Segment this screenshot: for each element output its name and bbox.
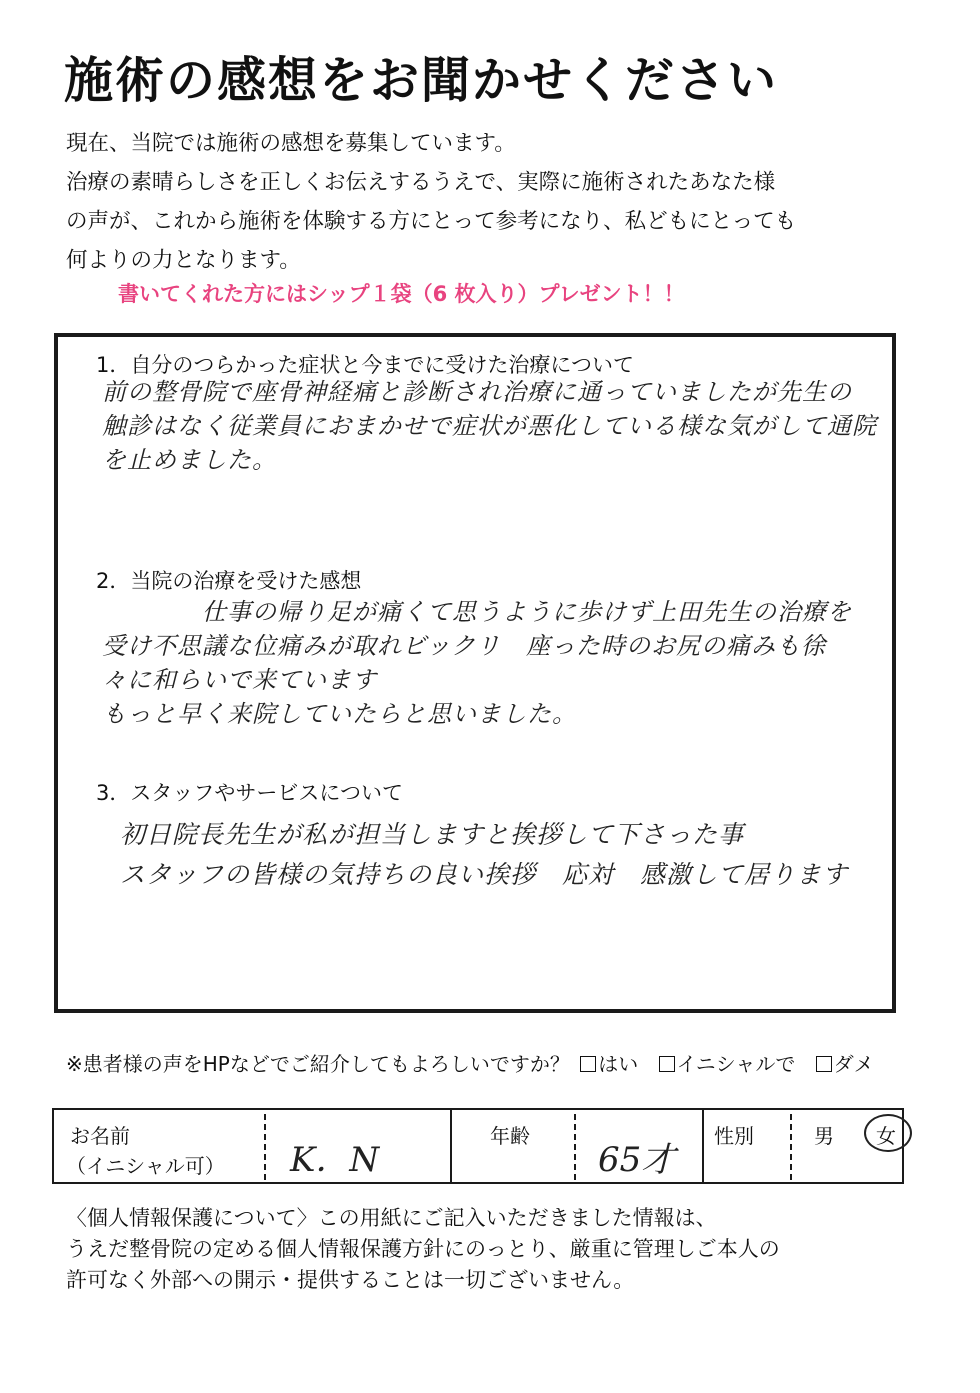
- answer-line: 仕事の帰り足が痛くて思うように歩けず上田先生の治療を: [202, 598, 852, 626]
- question-2-heading: 2．当院の治療を受けた感想: [96, 569, 362, 593]
- page-title: 施術の感想をお聞かせください: [64, 52, 779, 109]
- consent-text: ※患者様の声をHPなどでご紹介してもよろしいですか？: [66, 1052, 570, 1076]
- gender-label: 性別: [714, 1124, 754, 1148]
- privacy-line-1: 〈個人情報保護について〉この用紙にご記入いただきました情報は、: [66, 1206, 717, 1230]
- question-3-answer: [120, 815, 848, 895]
- answer-line: もっと早く来院していたらと思いました。: [102, 700, 577, 728]
- questions-box: [54, 333, 896, 1013]
- consent-initial-label: イニシャルで: [676, 1052, 796, 1076]
- divider: [574, 1114, 576, 1180]
- intro-line-2: 治療の素晴らしさを正しくお伝えするうえで、実際に施術されたあなた様: [66, 170, 776, 195]
- answer-line: 触診はなく従業員におまかせで症状が悪化している様な気がして通院: [102, 412, 877, 440]
- name-label: お名前: [70, 1124, 130, 1148]
- divider: [264, 1114, 266, 1180]
- age-label: 年齢: [490, 1124, 530, 1148]
- gender-male-option[interactable]: 男: [814, 1124, 834, 1148]
- consent-no-checkbox[interactable]: [816, 1056, 832, 1072]
- question-1-answer: [102, 375, 877, 477]
- intro-line-3: の声が、これから施術を体験する方にとって参考になり、私どもにとっても: [66, 209, 797, 234]
- answer-line: 々に和らいで来ています: [102, 666, 377, 694]
- answer-line: 前の整骨院で座骨神経痛と診断され治療に通っていましたが先生の: [102, 378, 852, 406]
- privacy-notice: [66, 1203, 780, 1296]
- age-value[interactable]: 65才: [598, 1140, 676, 1180]
- intro-text: [66, 124, 926, 280]
- gender-female-option[interactable]: 女: [876, 1124, 896, 1148]
- consent-question: [66, 1048, 874, 1077]
- consent-initial-checkbox[interactable]: [659, 1056, 675, 1072]
- privacy-line-2: うえだ整骨院の定める個人情報保護方針にのっとり、厳重に管理しご本人の: [66, 1237, 780, 1261]
- answer-line: を止めました。: [102, 446, 277, 474]
- answer-line: 受け不思議な位痛みが取れビックリ 座った時のお尻の痛みも徐: [102, 632, 827, 660]
- present-banner: 書いてくれた方にはシップ１袋（6 枚入り）プレゼント！！: [118, 282, 685, 306]
- question-3-heading: 3．スタッフやサービスについて: [96, 781, 403, 805]
- divider: [790, 1114, 792, 1180]
- question-1-heading: 1．自分のつらかった症状と今までに受けた治療について: [96, 353, 634, 377]
- patient-info-table: [52, 1108, 904, 1184]
- name-label-initial: （イニシャル可）: [66, 1154, 225, 1178]
- privacy-line-3: 許可なく外部への開示・提供することは一切ございません。: [66, 1268, 635, 1292]
- consent-yes-checkbox[interactable]: [580, 1056, 596, 1072]
- intro-line-4: 何よりの力となります。: [66, 248, 301, 273]
- question-2-answer: [102, 595, 852, 731]
- answer-line: 初日院長先生が私が担当しますと挨拶して下さった事: [120, 820, 745, 849]
- consent-yes-label: はい: [598, 1052, 639, 1076]
- divider: [450, 1110, 452, 1182]
- intro-line-1: 現在、当院では施術の感想を募集しています。: [66, 131, 516, 156]
- answer-line: スタッフの皆様の気持ちの良い挨拶 応対 感激して居ります: [120, 860, 849, 889]
- divider: [702, 1110, 704, 1182]
- consent-no-label: ダメ: [833, 1052, 874, 1076]
- name-value[interactable]: K．N: [290, 1140, 380, 1180]
